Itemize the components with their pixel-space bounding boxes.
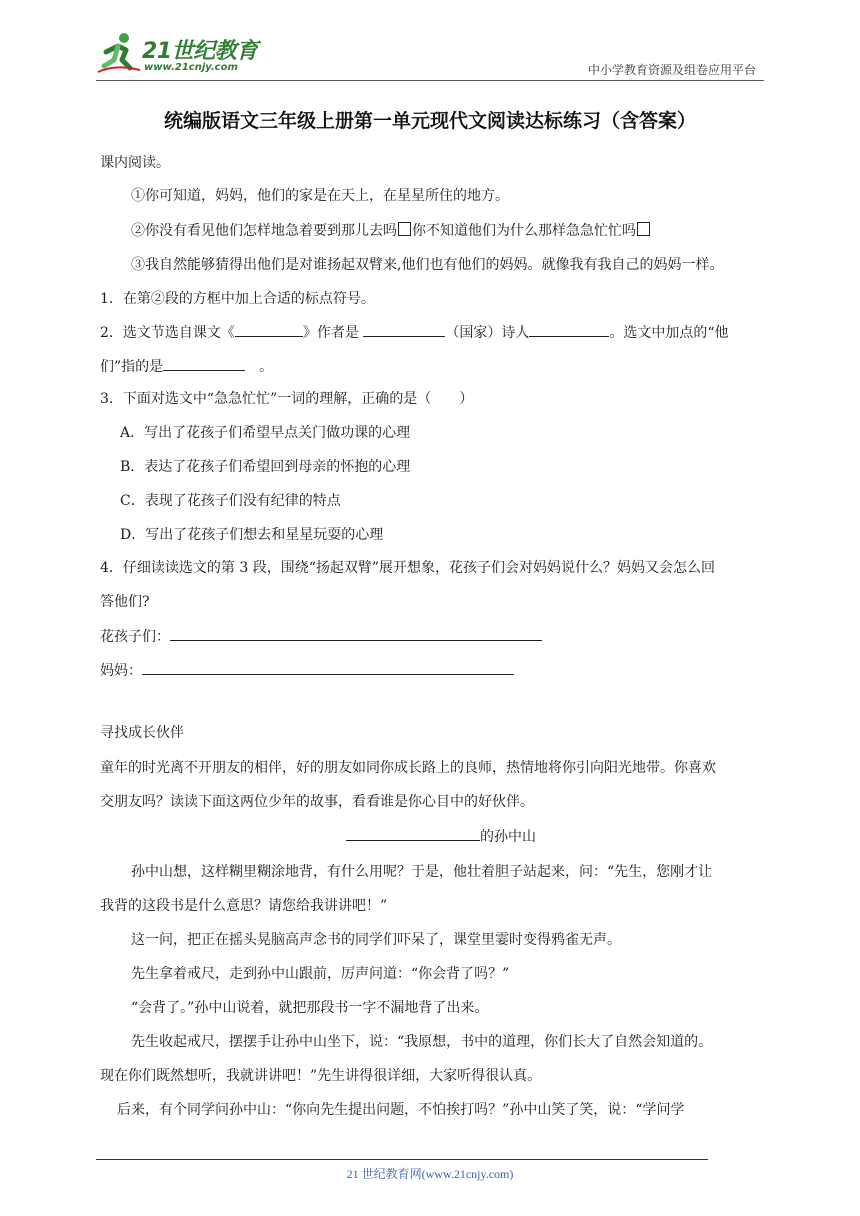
poem-paragraph-3: ③我自然能够猜得出他们是对谁扬起双臂来,他们也有他们的妈妈。就像我有我自己的妈妈一样。: [131, 257, 724, 273]
header-divider: [96, 80, 764, 81]
story-paragraph-1a: 孙中山想，这样糊里糊涂地背，有什么用呢？于是，他壮着胆子站起来，问：“先生，您刚才让: [131, 864, 713, 880]
story-paragraph-6: 后来，有个同学问孙中山：“你向先生提出问题，不怕挨打吗？”孙中山笑了笑，说：“学问学: [117, 1102, 685, 1118]
logo-text: 21世纪教育: [142, 39, 258, 64]
blank-lesson-title[interactable]: [235, 322, 303, 337]
question-2-text-f: 。: [259, 359, 274, 375]
intro-line-2: 交朋友吗？读读下面这两位少年的故事，看看谁是你心目中的好伙伴。: [100, 794, 534, 810]
question-4-line1: 4．仔细读读选文的第 3 段，围绕“扬起双臂”展开想象，花孩子们会对妈妈说什么？妈妈又会怎么回: [100, 560, 716, 576]
story-title-text: 的孙中山: [480, 829, 536, 845]
blank-they-refer[interactable]: [163, 356, 245, 371]
blank-country[interactable]: [363, 322, 445, 337]
header-platform-text: 中小学教育资源及组卷应用平台: [587, 63, 756, 77]
answer-flower-children-label: 花孩子们：: [100, 629, 170, 645]
question-2-text-d: 。选文中加点的“他: [609, 325, 729, 341]
option-c[interactable]: C．表现了花孩子们没有纪律的特点: [120, 493, 341, 509]
answer-mother: [100, 660, 514, 680]
question-2-line1: [100, 322, 729, 342]
footer-link[interactable]: 21 世纪教育网(www.21cnjy.com): [346, 1167, 514, 1181]
answer-flower-children: [100, 626, 542, 646]
option-b[interactable]: B．表达了花孩子们希望回到母亲的怀抱的心理: [120, 459, 411, 475]
question-2-text-c: （国家）诗人: [445, 325, 530, 341]
question-2-line2: [100, 356, 273, 376]
question-3: 3．下面对选文中“急急忙忙”一词的理解，正确的是（ ）: [100, 391, 474, 407]
poem-paragraph-2-part1: ②你没有看见他们怎样地急着要到那儿去吗: [131, 223, 397, 239]
story-title: [346, 826, 536, 846]
runner-logo-icon: [96, 30, 142, 76]
question-2-text-e: 们”指的是: [100, 359, 164, 375]
logo-url: www.21cnjy.com: [144, 62, 238, 73]
footer-divider: [96, 1159, 708, 1160]
question-4-line2: 答他们?: [100, 594, 150, 610]
story-paragraph-4: “会背了。”孙中山说着，就把那段书一字不漏地背了出来。: [131, 1000, 489, 1016]
answer-flower-children-blank[interactable]: [170, 626, 542, 641]
blank-poet[interactable]: [529, 322, 609, 337]
question-1: 1．在第②段的方框中加上合适的标点符号。: [100, 291, 375, 307]
answer-mother-label: 妈妈：: [100, 663, 142, 679]
story-paragraph-2: 这一问，把正在摇头晃脑高声念书的同学们吓呆了，课堂里霎时变得鸦雀无声。: [131, 932, 621, 948]
story-title-blank[interactable]: [346, 826, 480, 841]
punctuation-box-1[interactable]: [398, 222, 411, 236]
section2-heading: 寻找成长伙伴: [100, 725, 184, 741]
story-paragraph-1b: 我背的这段书是什么意思？请您给我讲讲吧！”: [100, 898, 388, 914]
option-d[interactable]: D．写出了花孩子们想去和星星玩耍的心理: [120, 527, 384, 543]
poem-paragraph-1: ①你可知道，妈妈，他们的家是在天上，在星星所住的地方。: [131, 188, 509, 204]
story-paragraph-5a: 先生收起戒尺，摆摆手让孙中山坐下，说：“我原想，书中的道理，你们长大了自然会知道的。: [131, 1034, 713, 1050]
option-a[interactable]: A．写出了花孩子们希望早点关门做功课的心理: [120, 425, 411, 441]
answer-mother-blank[interactable]: [142, 660, 514, 675]
site-logo: [96, 30, 266, 80]
question-2-text-b: 》作者是: [302, 325, 359, 341]
story-paragraph-5b: 现在你们既然想听，我就讲讲吧！”先生讲得很详细，大家听得很认真。: [100, 1068, 542, 1084]
page-title: 统编版语文三年级上册第一单元现代文阅读达标练习（含答案）: [163, 110, 696, 132]
story-paragraph-3: 先生拿着戒尺，走到孙中山跟前，厉声问道：“你会背了吗？”: [131, 966, 510, 982]
intro-line-1: 童年的时光离不开朋友的相伴，好的朋友如同你成长路上的良师，热情地将你引向阳光地带。你喜欢: [100, 760, 716, 776]
punctuation-box-2[interactable]: [637, 222, 650, 236]
section1-heading: 课内阅读。: [100, 155, 170, 171]
poem-paragraph-2-part2: 你不知道他们为什么那样急急忙忙吗: [412, 223, 636, 239]
poem-paragraph-2: [131, 220, 651, 240]
question-2-text-a: 2．选文节选自课文《: [100, 325, 235, 341]
